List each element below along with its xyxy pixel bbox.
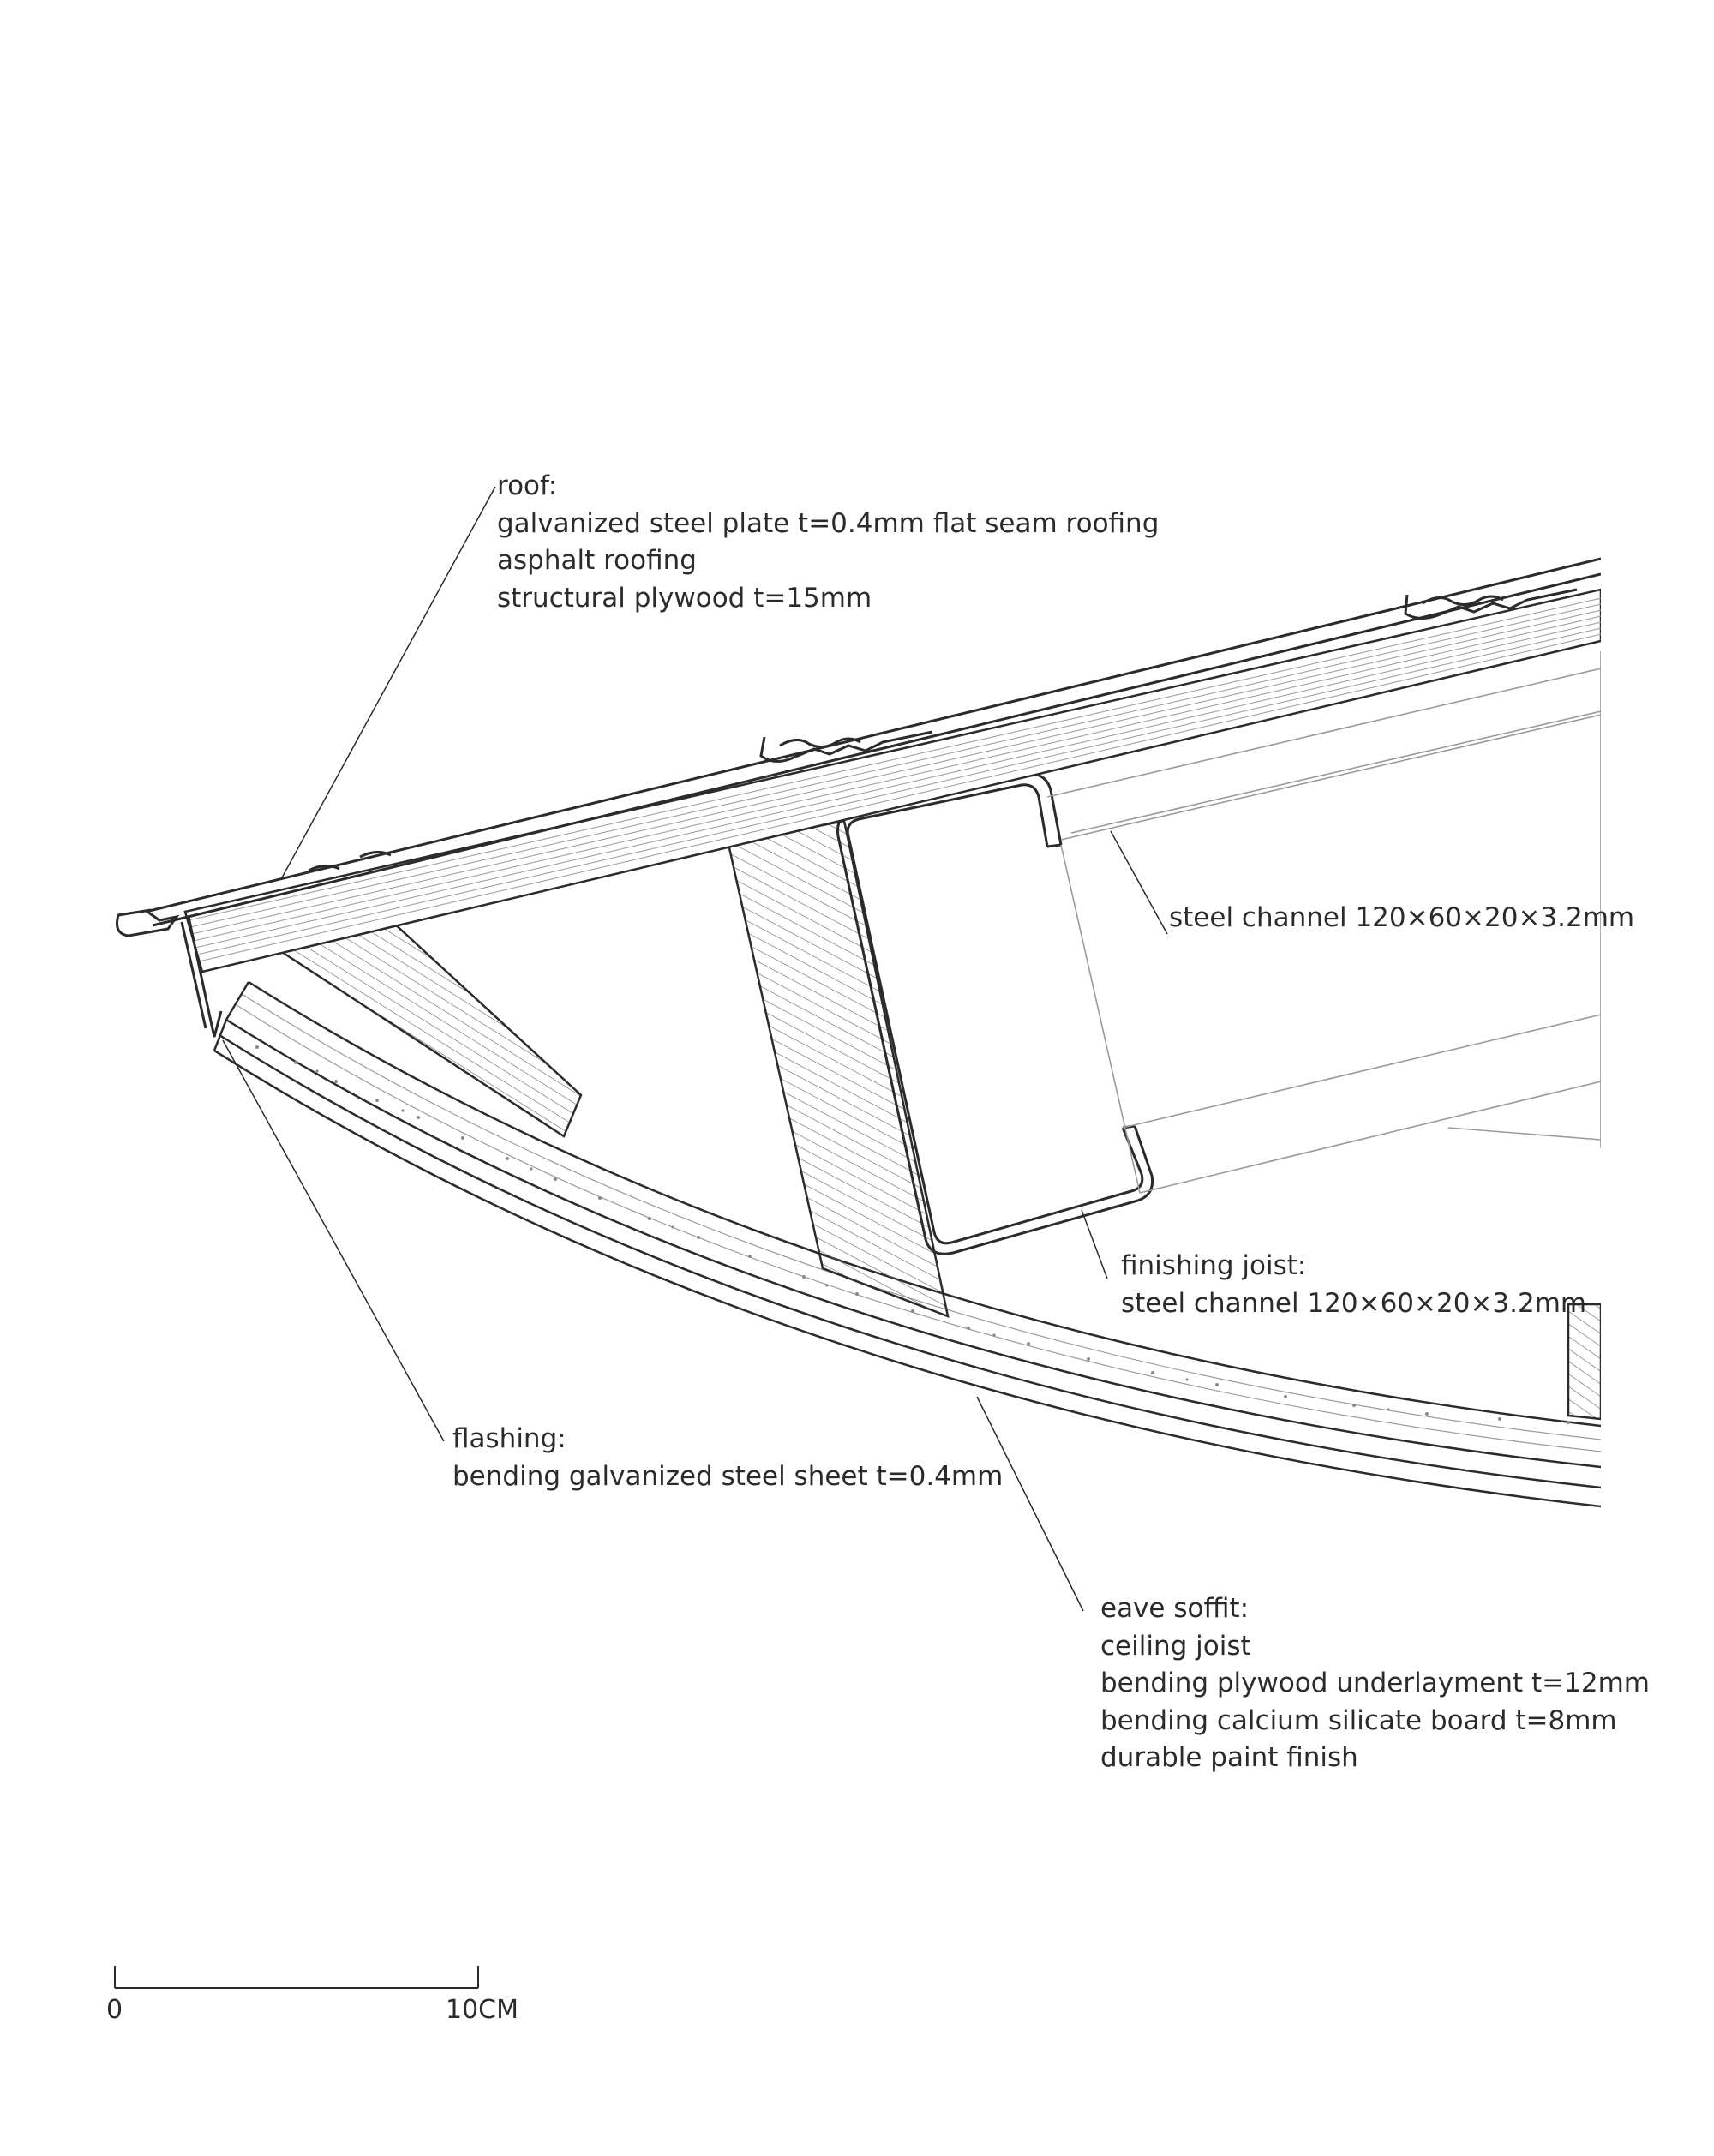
steel-channel-leader-line	[1111, 831, 1167, 934]
eave-soffit-annotation-line-2: bending plywood underlayment t=12mm	[1100, 1668, 1650, 1698]
finishing-joist-annotation-title: finishing joist:	[1121, 1250, 1307, 1281]
eave-soffit-annotation-title: eave soffit:	[1100, 1593, 1250, 1624]
ceiling-joist-left	[267, 922, 581, 1136]
scale-bar-start-label: 0	[106, 1995, 123, 2025]
scale-bar	[115, 1966, 478, 1988]
eave-soffit-annotation	[1100, 1590, 1650, 1777]
roof-annotation-line-1: galvanized steel plate t=0.4mm flat seam roofing	[497, 507, 1160, 539]
roof-annotation-title: roof:	[497, 470, 558, 501]
flashing-annotation	[452, 1421, 1003, 1495]
scale-bar-end-label: 10CM	[446, 1995, 519, 2025]
flashing-annotation-line-1: bending galvanized steel sheet t=0.4mm	[452, 1460, 1004, 1492]
flashing-leader-line	[223, 1040, 444, 1441]
roof-annotation-line-2: asphalt roofing	[497, 545, 697, 576]
finishing-joist-annotation-line-1: steel channel 120×60×20×3.2mm	[1121, 1287, 1587, 1319]
eave-soffit-annotation-line-4: durable paint finish	[1100, 1742, 1358, 1773]
roof-annotation-line-3: structural plywood t=15mm	[497, 582, 872, 614]
finishing-joist-annotation	[1121, 1248, 1586, 1322]
finishing-joist-leader-line	[1082, 1210, 1107, 1279]
roof-annotation	[497, 468, 1159, 617]
steel-channel-annotation-title: steel channel 120×60×20×3.2mm	[1169, 902, 1635, 933]
steel-channel-annotation	[1169, 900, 1634, 937]
eave-soffit-annotation-line-3: bending calcium silicate board t=8mm	[1100, 1704, 1617, 1736]
eave-soffit-annotation-line-1: ceiling joist	[1100, 1630, 1251, 1662]
roof-leader-line	[281, 487, 495, 879]
flashing-annotation-title: flashing:	[452, 1423, 566, 1454]
